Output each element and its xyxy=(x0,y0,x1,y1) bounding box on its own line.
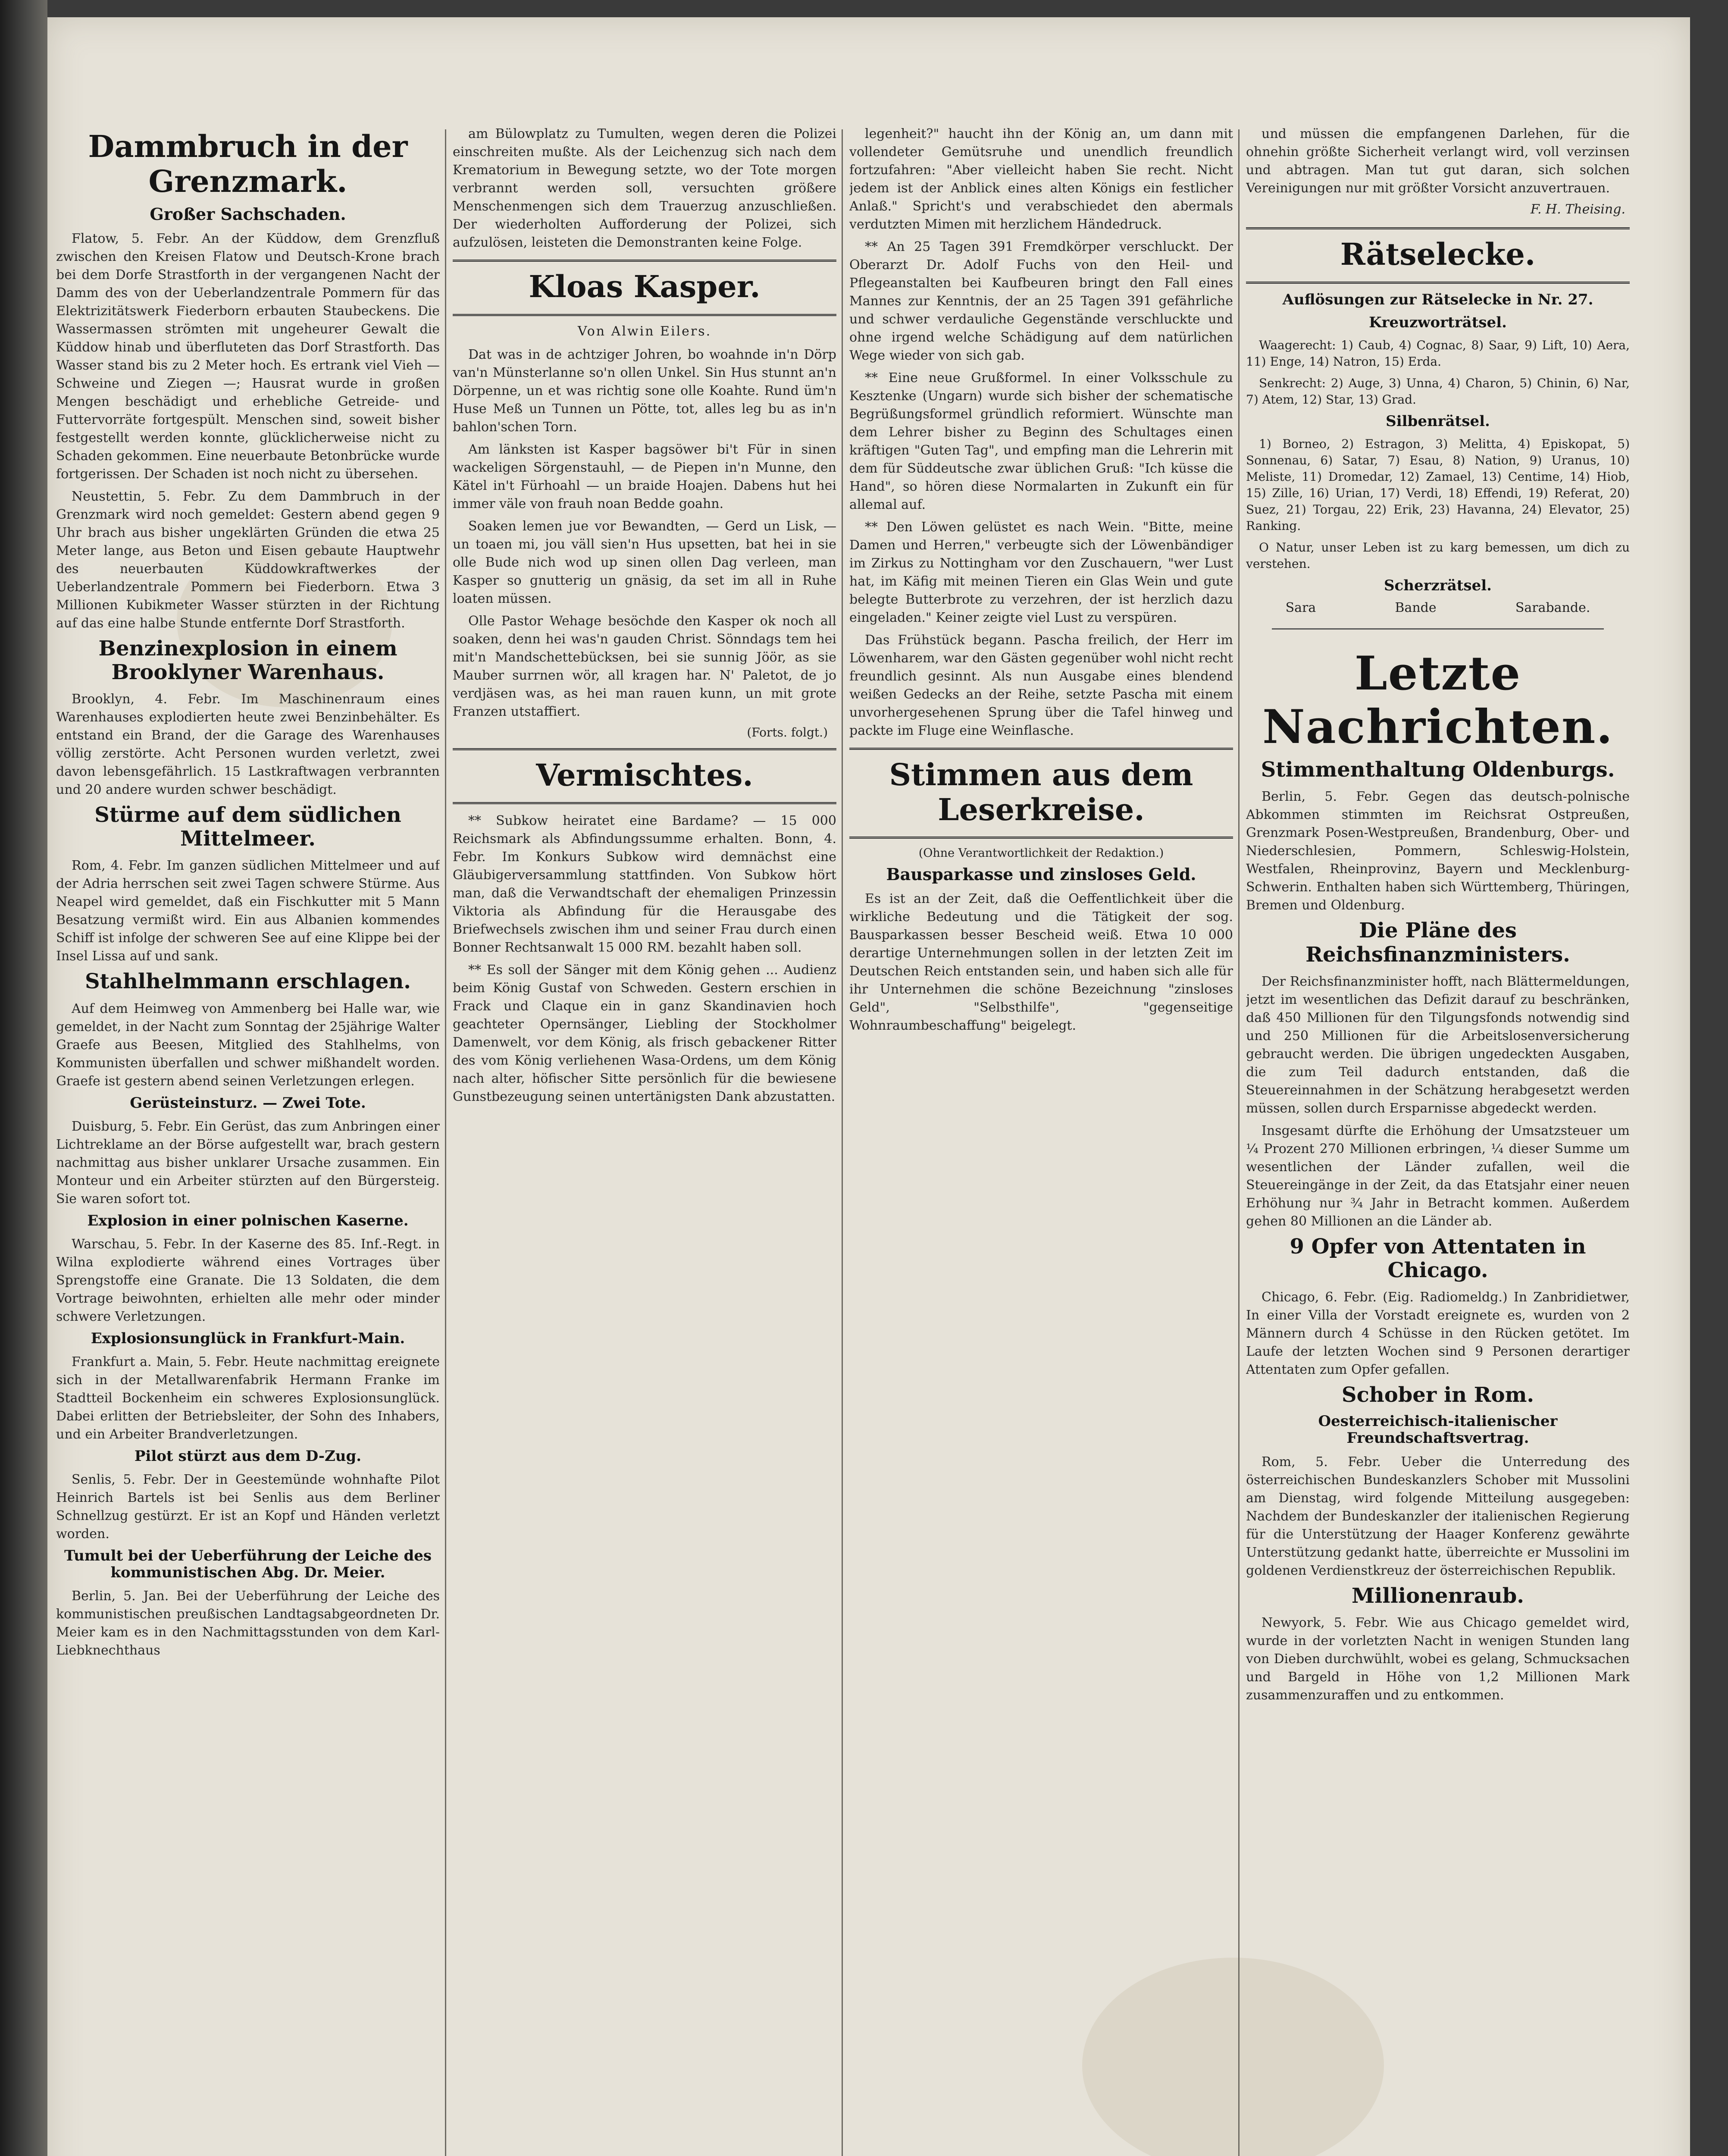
headline-kloas-kasper: Kloas Kasper. xyxy=(529,269,761,304)
article-paragraph: Frankfurt a. Main, 5. Febr. Heute nachmittag ereignete sich in der Metallwarenfabrik Hermann Franke im Stadtteil Bockenheim ein schweres Explosionsunglück. Dabei erlitten der Betriebsleiter, der Sohn des Inhabers, und ein Arbeiter Brandverletzungen. xyxy=(56,1354,440,1442)
puzzle-word: Bande xyxy=(1395,600,1437,615)
article-paragraph: Newyork, 5. Febr. Wie aus Chicago gemeldet wird, wurde in der vorletzten Nacht in wenigen Stunden lang von Dieben durchwühlt, wobei es gelang, Schmucksachen und Bargeld in Höhe von 1,2 Millionen Mark zusammenzuraffen und zu entkommen. xyxy=(1246,1615,1630,1703)
continued-note: (Forts. folgt.) xyxy=(747,725,828,740)
puzzle-solution: O Natur, unser Leben ist zu karg bemessen, um dich zu verstehen. xyxy=(1246,540,1630,571)
puzzle-words xyxy=(1246,600,1630,615)
headline-reichsfinanzminister: Die Pläne des Reichsfinanzministers. xyxy=(1305,918,1570,967)
story-paragraph: Am länksten ist Kasper bagsöwer bi't Für in sinen wackeligen Sörgenstauhl, — de Piepen in'n Munne, den Kätel in't Fürhoahl — un braide Hoajen. Dabens hut hei immer väle von frauh noan Bedde goahn. xyxy=(453,442,836,511)
subheadline: Großer Sachschaden. xyxy=(150,204,346,224)
headline-schober: Schober in Rom. xyxy=(1341,1383,1534,1407)
page-binding xyxy=(0,0,47,2156)
puzzle-solution: Waagerecht: 1) Caub, 4) Cognac, 8) Saar, 9) Lift, 10) Aera, 11) Enge, 14) Natron, 15) Erda. xyxy=(1246,338,1630,369)
headline-stuerme: Stürme auf dem südlichen Mittelmeer. xyxy=(94,803,401,851)
article-paragraph: ** Es soll der Sänger mit dem König gehen ... Audienz beim König Gustaf von Schweden. Gestern erschien in Frack und Claque ein in ganz Skandinavien hoch geachteter Opernsänger, Liebling der Stockholmer Damenwelt, vor dem König, als frisch gebackener Ritter des vom König verliehenen Wasa-Ordens, um dem König nach alter, höfischer Sitte persönlich für die bewiesene Gunstbezeugung seinen untertänigsten Dank abzustatten. xyxy=(453,962,836,1104)
article-paragraph: Senlis, 5. Febr. Der in Geestemünde wohnhafte Pilot Heinrich Bartels ist bei Senlis aus dem Berliner Schnellzug gestürzt. Er ist an Kopf und Händen verletzt worden. xyxy=(56,1472,440,1542)
headline-pilot: Pilot stürzt aus dem D-Zug. xyxy=(134,1447,362,1465)
article-paragraph: ** Den Löwen gelüstet es nach Wein. "Bitte, meine Damen und Herren," verbeugte sich der Löwenbändiger im Zirkus zu Nottingham vor den Zuschauern, "wer Lust hat, im Käfig mit meinen Tieren ein Glas Wein und gute belegte Butterbrote zu verzehren, der ist herzlich dazu eingeladen." Keiner zeigte viel Lust zu verspüren. xyxy=(849,520,1233,625)
headline-geruesteinsturz: Gerüsteinsturz. — Zwei Tote. xyxy=(130,1094,366,1112)
headline-chicago: 9 Opfer von Attentaten in Chicago. xyxy=(1290,1234,1586,1282)
headline-raetselecke: Rätselecke. xyxy=(1340,236,1536,272)
article-paragraph: Brooklyn, 4. Febr. Im Maschinenraum eines Warenhauses explodierten heute zwei Benzinbehälter. Es entstand ein Brand, der die Garage des Warenhauses völlig zerstörte. Acht Personen wurden verletzt, zwei davon lebensgefährlich. 15 Lastkraftwagen verbrannten und 20 andere wurden schwer beschädigt. xyxy=(56,692,440,798)
article-paragraph: Das Frühstück begann. Pascha freilich, der Herr im Löwenharem, war den Gästen gegenüber wohl nicht recht freundlich gesinnt. Als nun Ausgabe eines blendend weißen Gedecks an der Reihe, setzte Pascha mit einem unvorhergesehenen Sprung über die Tafel hinweg und packte im Fluge eine Weinflasche. xyxy=(849,633,1233,738)
signature: F. H. Theising. xyxy=(1530,202,1625,217)
article-paragraph: Neustettin, 5. Febr. Zu dem Dammbruch in der Grenzmark wird noch gemeldet: Gestern abend gegen 9 Uhr brach aus bisher ungeklärten Gründen die etwa 25 Meter lange, aus Beton und Eisen gebaute Hauptwehr des neuerbauten Küddowkraftwerkes der Ueberlandzentrale Pommern bei Fiederborn. Etwa 3 Millionen Kubikmeter Wasser stürzten in der Richtung auf das eine halbe Stunde entfernte Dorf Strastforth. xyxy=(56,489,440,631)
headline-silbenraetsel: Silbenrätsel. xyxy=(1386,412,1490,430)
headline-benzinexplosion: Benzinexplosion in einem Brooklyner Warenhaus. xyxy=(98,636,398,684)
headline-stimmenthaltung: Stimmenthaltung Oldenburgs. xyxy=(1261,758,1615,782)
headline-dammbruch: Dammbruch in der Grenzmark. xyxy=(88,128,408,199)
headline-bausparkasse: Bausparkasse und zinsloses Geld. xyxy=(886,865,1196,884)
puzzle-solution: Senkrecht: 2) Auge, 3) Unna, 4) Charon, 5) Chinin, 6) Nar, 7) Atem, 12) Star, 13) Grad. xyxy=(1246,376,1630,407)
column-rule xyxy=(445,129,446,2156)
column-1 xyxy=(56,125,440,2156)
divider xyxy=(1272,628,1604,630)
article-paragraph: ** Eine neue Grußformel. In einer Volksschule zu Kesztenke (Ungarn) wurde sich bisher der schematische Begrüßungsformel gründlich reformiert. Wünschte man dem Lehrer bisher zu Beginn des Schultages einen kräftigen "Guten Tag", und empfing man die Lehrerin mit dem für Süddeutsche zwar üblichen Gruß: "Ich küsse die Hand", so hören diese Normalarten in Zukunft ein für allemal auf. xyxy=(849,370,1233,512)
subheadline: Kreuzworträtsel. xyxy=(1369,313,1507,331)
subheadline: Oesterreichisch-italienischer Freundschaftsvertrag. xyxy=(1318,1413,1558,1447)
headline-leserkreise: Stimmen aus dem Leserkreise. xyxy=(889,757,1193,827)
headline-scherzraetsel: Scherzrätsel. xyxy=(1384,577,1492,594)
headline-letzte-nachrichten: Letzte Nachrichten. xyxy=(1262,646,1613,755)
byline: Von Alwin Eilers. xyxy=(577,323,712,339)
story-paragraph: Soaken lemen jue vor Bewandten, — Gerd un Lisk, — un toaen mi, jou väll sien'n Hus upsetten, bat hei in sie olle Bude nich wod up sinen ollen Dag verleen, man Kasper so gnutterig un gnäsig, da set im all in Ruhe loaten müssen. xyxy=(453,518,836,606)
headline-vermischtes: Vermischtes. xyxy=(536,757,753,793)
section-frame xyxy=(849,748,1233,839)
article-paragraph: ** Subkow heiratet eine Bardame? — 15 000 Reichsmark als Abfindungssumme erhalten. Bonn, 4. Febr. Im Konkurs Subkow wird demnächst eine Gläubigerversammlung stattfinden. Von Subkow hört man, daß die Verwandtschaft der ehemaligen Prinzessin Viktoria als Abfindung für die Herausgabe des Briefwechsels zwischen ihm und seiner Frau durch einen Bonner Rechtsanwalt 15 000 RM. bezahlt haben soll. xyxy=(453,813,836,955)
article-paragraph: ** An 25 Tagen 391 Fremdkörper verschluckt. Der Oberarzt Dr. Adolf Fuchs von den Heil- und Pflegeanstalten bei Kaufbeuren bringt den Fall eines Mannes zur Kenntnis, der an 25 Tagen 391 gefährliche und schwer verdauliche Gegenstände verschluckte und ohne irgend welche Schädigung auf dem natürlichen Wege wieder von sich gab. xyxy=(849,239,1233,363)
article-paragraph: Berlin, 5. Jan. Bei der Ueberführung der Leiche des kommunistischen preußischen Landtagsabgeordneten Dr. Meier kam es in den Nachmittagsstunden von dem Karl-Liebknechthaus xyxy=(56,1589,440,1658)
article-paragraph: Warschau, 5. Febr. In der Kaserne des 85. Inf.-Regt. in Wilna explodierte während eines Vortrages über Sprengstoffe eine Granate. Die 13 Soldaten, die dem Vortrage beiwohnten, erhielten alle mehr oder minder schwere Verletzungen. xyxy=(56,1236,440,1324)
newspaper-page xyxy=(47,17,1690,2156)
article-paragraph: Berlin, 5. Febr. Gegen das deutsch-polnische Abkommen stimmten im Reichsrat Ostpreußen, Grenzmark Posen-Westpreußen, Brandenburg, Ober- und Niederschlesien, Pommern, Schleswig-Holstein, Westfalen, Rheinprovinz, Bayern und Mecklenburg-Schwerin. Enthalten haben sich Württemberg, Thüringen, Bremen und Oldenburg. xyxy=(1246,789,1630,913)
article-paragraph: Flatow, 5. Febr. An der Küddow, dem Grenzfluß zwischen den Kreisen Flatow und Deutsch-Krone brach bei dem Dorfe Strastforth in der vergangenen Nacht der Damm des von der Ueberlandzentrale Pommern für das Elektrizitätswerk Fiederborn erbauten Staubeckens. Die Wassermassen strömten mit ungeheurer Gewalt die Küddow hinab und überfluteten das Dorf Strastforth. Das Wasser stand bis zu 2 Meter hoch. Es ertrank viel Vieh — Schweine und Ziegen —; Hausrat wurde in großen Mengen beschädigt und erhebliche Getreide- und Futtervorräte fortgespült. Menschen sind, soweit bisher festgestellt werden konnte, glücklicherweise nicht zu Schaden gekommen. Eine neuerbaute Betonbrücke wurde fortgerissen. Der Schaden ist noch nicht zu übersehen. xyxy=(56,231,440,482)
article-paragraph: legenheit?" haucht ihn der König an, um dann mit vollendeter Gemütsruhe und unendlich freundlich fortzufahren: "Aber vielleicht haben Sie recht. Nicht jedem ist der Anblick eines alten Königs ein festlicher Anlaß." Spricht's und verabschiedet den abermals verdutzten Mimen mit herzlichem Händedruck. xyxy=(849,126,1233,232)
article-paragraph: am Bülowplatz zu Tumulten, wegen deren die Polizei einschreiten mußte. Als der Leichenzug sich nach dem Krematorium in Bewegung setzte, wo der Tote morgen verbrannt werden soll, versuchten größere Menschenmengen sich dem Trauerzug anzuschließen. Der wiederholten Aufforderung der Polizei, sich aufzulösen, leisteten die Demonstranten keine Folge. xyxy=(453,126,836,250)
column-2 xyxy=(453,125,836,2156)
feuilleton-frame xyxy=(453,260,836,316)
headline-explosionsunglueck: Explosionsunglück in Frankfurt-Main. xyxy=(91,1329,405,1347)
section-frame xyxy=(1246,227,1630,284)
article-paragraph: Es ist an der Zeit, daß die Oeffentlichkeit über die wirkliche Bedeutung und die Tätigkeit der sog. Bausparkassen besser Bescheid weiß. Etwa 10 000 derartige Unternehmungen sollen in der letzten Zeit im Deutschen Reich entstanden sein, und haben sich alle für ihr Unternehmen die schöne Bezeichnung "zinsloses Geld", "Selbsthilfe", "gegenseitige Wohnraumbeschaffung" beigelegt. xyxy=(849,891,1233,1033)
article-paragraph: und müssen die empfangenen Darlehen, für die ohnehin größte Sicherheit verlangt wird, voll verzinsen und abtragen. Man tut gut daran, sich solchen Vereinigungen nur mit größter Vorsicht anzuvertrauen. xyxy=(1246,126,1630,196)
column-rule xyxy=(842,129,843,2156)
article-paragraph: Chicago, 6. Febr. (Eig. Radiomeldg.) In Zanbridietwer, In einer Villa der Vorstadt ereignete es, wurden von 2 Männern durch 4 Schüsse in den Rücken getötet. Im Laufe der letzten Wochen sind 9 Personen derartiger Attentaten zum Opfer gefallen. xyxy=(1246,1290,1630,1378)
headline-millionenraub: Millionenraub. xyxy=(1352,1583,1524,1608)
story-paragraph: Dat was in de achtziger Johren, bo woahnde in'n Dörp van'n Münsterlanne so'n ollen Unkel. Sin Hus stunnt an'n Dörpenne, un et was richtig sone olle Koahte. Rund üm'n Huse Meß un Tunnen un Pötte, tot, alles leg bu as in'n bahlon'schen Torn. xyxy=(453,347,836,435)
headline-explosion-kaserne: Explosion in einer polnischen Kaserne. xyxy=(87,1212,409,1229)
article-paragraph: Duisburg, 5. Febr. Ein Gerüst, das zum Anbringen einer Lichtreklame an der Börse aufgestellt war, brach gestern nachmittag aus bisher unklarer Ursache zusammen. Ein Monteur und ein Arbeiter stürzten auf den Bürgersteig. Sie waren sofort tot. xyxy=(56,1119,440,1206)
article-paragraph: Auf dem Heimweg von Ammenberg bei Halle war, wie gemeldet, in der Nacht zum Sonntag der 25jährige Walter Graefe aus Beesen, Mitglied des Stahlhelms, von Kommunisten überfallen und schwer mißhandelt worden. Graefe ist gestern abend seinen Verletzungen erlegen. xyxy=(56,1001,440,1089)
section-frame xyxy=(453,748,836,805)
column-4 xyxy=(1246,125,1630,2156)
column-rule xyxy=(1238,129,1240,2156)
article-paragraph: Der Reichsfinanzminister hofft, nach Blättermeldungen, jetzt im wesentlichen das Defizit darauf zu beschränken, daß 450 Millionen für den Tilgungsfonds notwendig sind und 250 Millionen für die Arbeitslosenversicherung gebraucht werden. Die übrigen ungedeckten Ausgaben, die zum Teil dadurch entstanden, daß die Steuereinnahmen in der Schätzung herabgesetzt werden müssen, sollen durch Ersparnisse abgedeckt werden. xyxy=(1246,974,1630,1116)
puzzle-word: Sara xyxy=(1285,600,1316,615)
article-paragraph: Rom, 5. Febr. Ueber die Unterredung des österreichischen Bundeskanzlers Schober mit Mussolini am Dienstag, wird folgende Mitteilung ausgegeben: Nachdem der Bundeskanzler der italienischen Regierung für die Unterstützung der Haager Konferenz gewährte Unterstützung gedankt hatte, überreichte er Mussolini im goldenen Verdienstkreuz der österreichischen Republik. xyxy=(1246,1454,1630,1578)
puzzle-word: Sarabande. xyxy=(1515,600,1590,615)
headline-tumult: Tumult bei der Ueberführung der Leiche des kommunistischen Abg. Dr. Meier. xyxy=(64,1547,432,1582)
headline-stahlhelmmann: Stahlhelmmann erschlagen. xyxy=(85,969,411,994)
subheadline: Auflösungen zur Rätselecke in Nr. 27. xyxy=(1282,291,1593,308)
article-paragraph: Insgesamt dürfte die Erhöhung der Umsatzsteuer um ¼ Prozent 270 Millionen erbringen, ¼ dieser Summe um wesentlichen der Länder zufallen, weil die Steuereingänge in der Zeit, da das Etatsjahr einer neuen Erhöhung nur ¾ Jahr in Betracht kommen. Außerdem gehen 80 Millionen an die Länder ab. xyxy=(1246,1123,1630,1229)
puzzle-solution: 1) Borneo, 2) Estragon, 3) Melitta, 4) Episkopat, 5) Sonnenau, 6) Satar, 7) Esau, 8) Nation, 9) Uranus, 10) Meliste, 11) Dromedar, 12) Zamael, 13) Centime, 14) Hiob, 15) Zille, 16) Urian, 17) Verdi, 18) Effendi, 19) Referat, 20) Suez, 21) Torgau, 22) Erik, 23) Havanna, 24) Elevator, 25) Ranking. xyxy=(1246,436,1630,533)
article-paragraph: Rom, 4. Febr. Im ganzen südlichen Mittelmeer und auf der Adria herrschen seit zwei Tagen schwere Stürme. Aus Neapel wird gemeldet, daß ein Fischkutter mit 5 Mann Besatzung vermißt wird. Ein aus Albanien kommendes Schiff ist infolge der schweren See auf eine Klippe bei der Insel Lissa auf und sank. xyxy=(56,858,440,964)
column-3 xyxy=(849,125,1233,2156)
story-paragraph: Olle Pastor Wehage besöchde den Kasper ok noch all soaken, denn hei was'n gauden Christ. Sönndags tem hei mit'n Mandschettebücksen, bei sie sunnig Jöör, as sie Mauber surrnen wör, all kragen har. N' Paletot, de jo verdjäsen was, as hei man rauen kunn, un mit grote Franzen utstaffiert. xyxy=(453,613,836,719)
disclaimer: (Ohne Verantwortlichkeit der Redaktion.) xyxy=(918,846,1164,860)
